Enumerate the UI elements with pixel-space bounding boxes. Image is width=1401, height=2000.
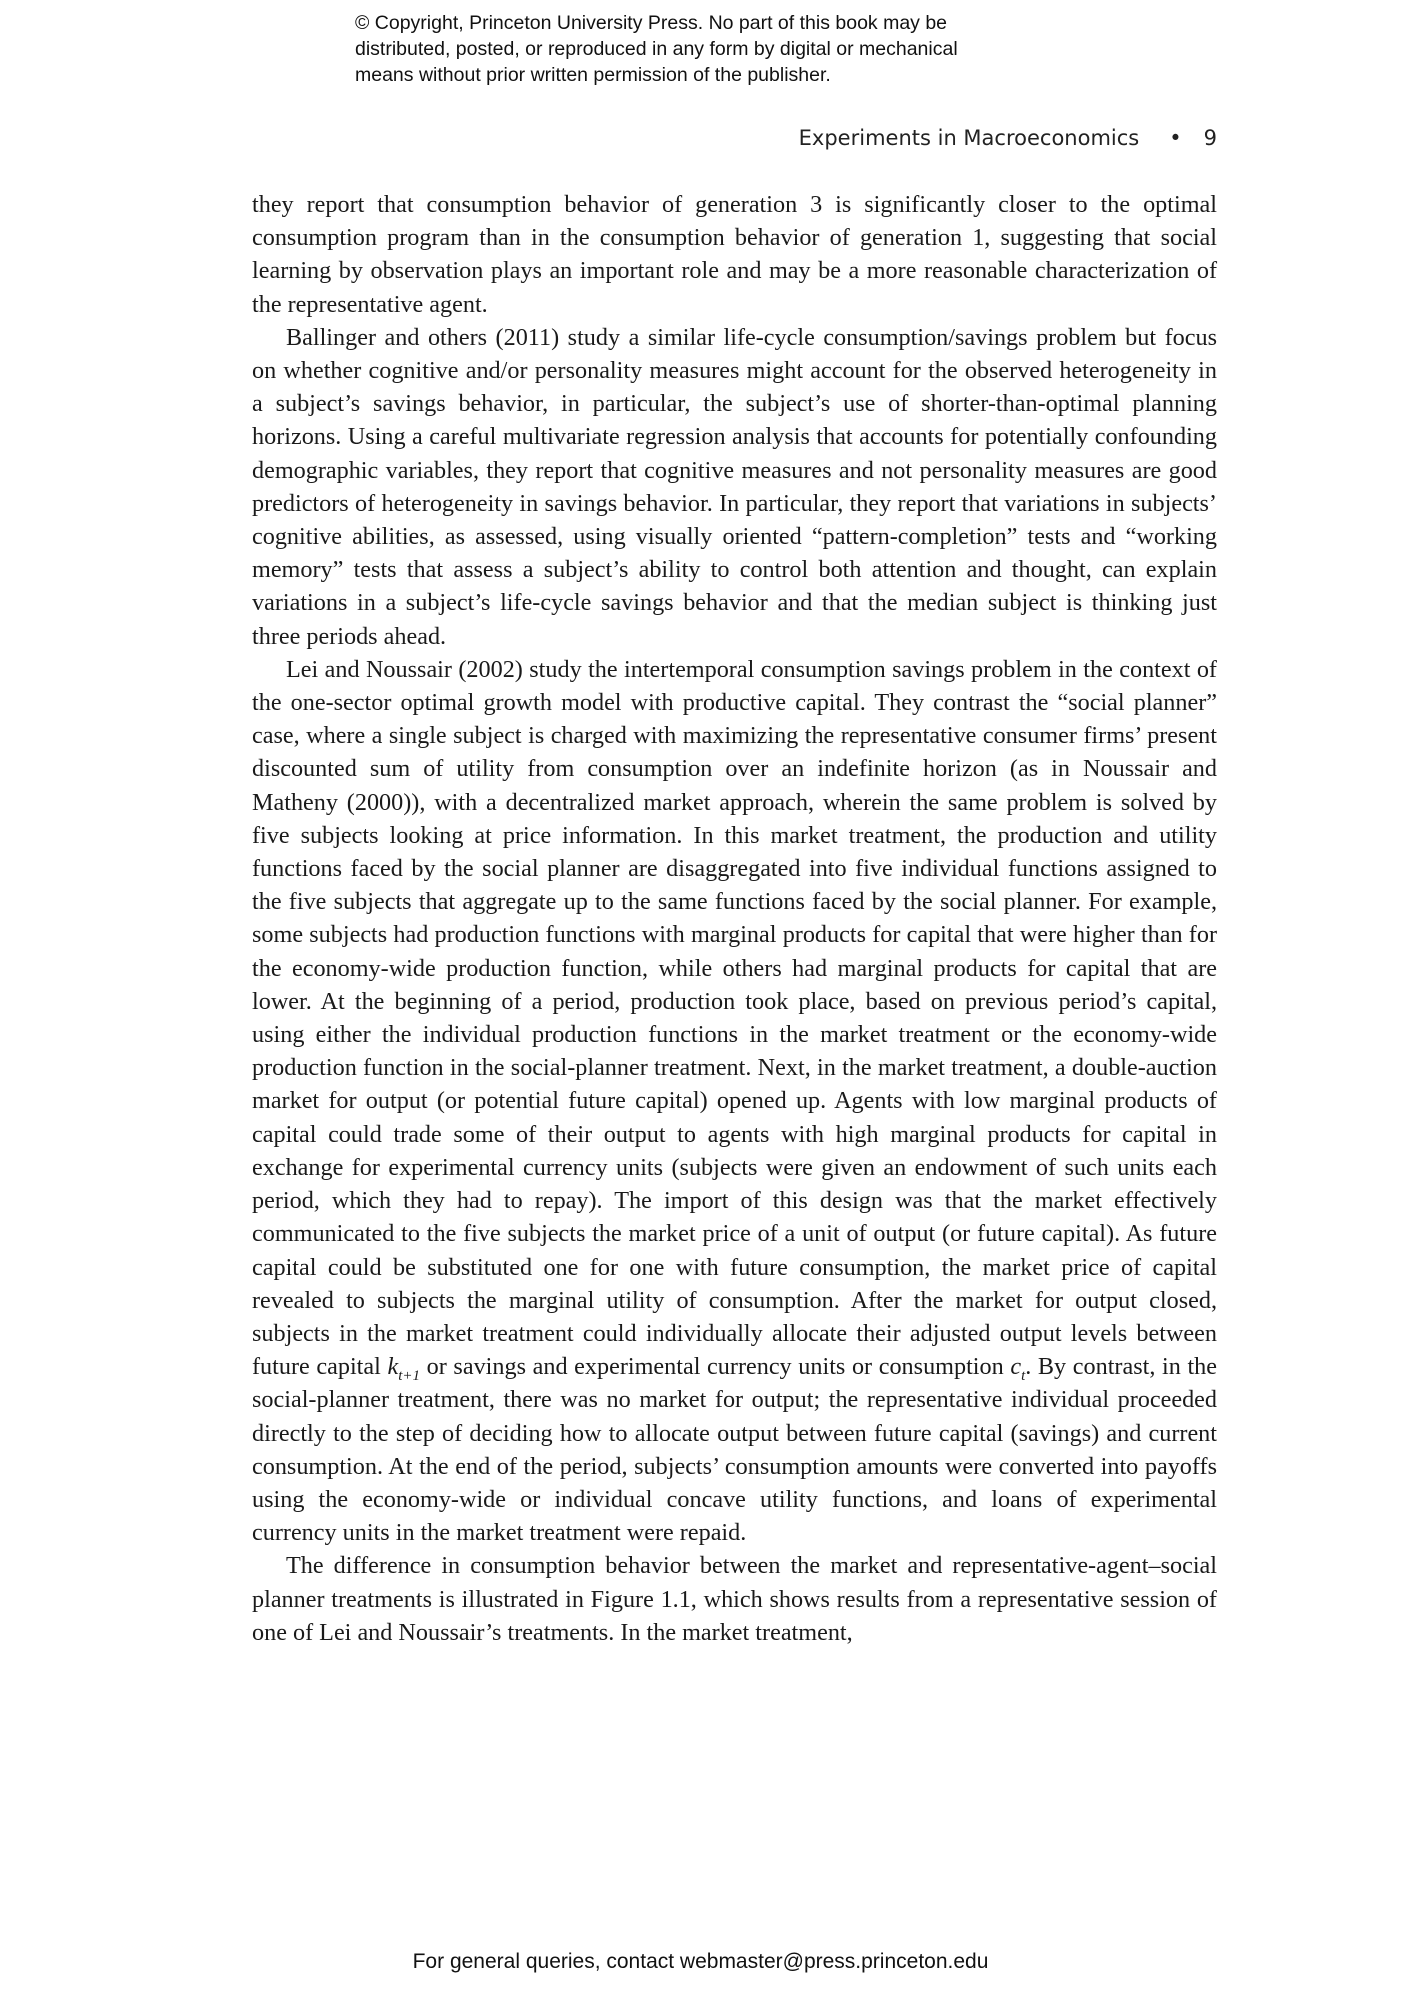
paragraph-3-text-a: Lei and Noussair (2002) study the intertemporal consumption savings problem in the context of the one-sector optimal growth model with productive capital. They contrast the “social planner” case, where a single subject is charged with maximizing the representative consumer firms’ present discounted sum of utility from consumption over an indefinite horizon (as in Noussair and Matheny (2000)), with a decentralized market approach, wherein the same problem is solved by five subjects looking at price information. In this market treatment, the production and utility functions faced by the social planner are disaggregated into five individual functions assigned to the five subjects that aggregate up to the same functions faced by the social planner. For example, some subjects had production functions with marginal products for capital that were higher than for the economy-wide production function, while others had marginal products for capital that are lower. At the beginning of a period, production took place, based on previous period’s capital, using either the individual production functions in the market treatment or the economy-wide production function in the social-planner treatment. Next, in the market treatment, a double-auction market for output (or potential future capital) opened up. Agents with low marginal products of capital could trade some of their output to agents with high marginal products for capital in exchange for experimental currency units (subjects were given an endowment of such units each period, which they had to repay). The import of this design was that the market effectively communicated to the five subjects the market price of a unit of output (or future capital). As future capital could be substituted one for one with future consumption, the market price of capital revealed to subjects the marginal utility of consumption. After the market for output closed, subjects in the market treatment could individually allocate their adjusted output levels between future capital [252,655,1217,1381]
paragraph-3-text-b: or savings and experimental currency units or consumption [420,1353,1011,1381]
footer-contact: For general queries, contact webmaster@press.princeton.edu [412,1950,989,1973]
paragraph-2: Ballinger and others (2011) study a similar life-cycle consumption/savings problem but focus on whether cognitive and/or personality measures might account for the observed heterogeneity in a subject’s savings behavior, in particular, the subject’s use of shorter-than-optimal planning horizons. Using a careful multivariate regression analysis that accounts for potentially confounding demographic variables, they report that cognitive measures and not personality measures are good predictors of heterogeneity in savings behavior. In particular, they report that variations in subjects’ cognitive abilities, as assessed, using visually oriented “pattern-completion” tests and “working memory” tests that assess a subject’s ability to control both attention and thought, can explain variations in a subject’s life-cycle savings behavior and that the median subject is thinking just three periods ahead. [252,323,1217,650]
running-head [252,126,1217,150]
math-k-subscript: t+1 [398,1367,421,1384]
copyright-notice [355,10,1115,88]
math-k-variable: k [387,1353,399,1381]
paragraph-3 [252,653,1217,1549]
paragraph-3-text-c: . By contrast, in the social-planner treatment, there was no market for output; the representative individual proceeded directly to the step of deciding how to allocate output between future capital (savings) and current consumption. At the end of the period, subjects’ consumption amounts were converted into payoffs using the economy-wide or individual concave utility functions, and loans of experimental currency units in the market treatment were repaid. [252,1353,1218,1547]
math-c-subscript: t [1021,1367,1026,1384]
copyright-line-3: means without prior written permission of the publisher. [355,64,831,86]
math-c-variable: c [1010,1353,1022,1381]
running-head-title: Experiments in Macroeconomics [798,126,1140,150]
paragraph-4: The difference in consumption behavior between the market and representative-agent–social planner treatments is illustrated in Figure 1.1, which shows results from a representative session of one of Lei and Noussair’s treatments. In the market treatment, [252,1552,1217,1646]
copyright-line-1: © Copyright, Princeton University Press. No part of this book may be [355,12,948,34]
body-text [252,188,1217,1649]
copyright-line-2: distributed, posted, or reproduced in any form by digital or mechanical [355,38,958,60]
paragraph-1: they report that consumption behavior of generation 3 is significantly closer to the optimal consumption program than in the consumption behavior of generation 1, suggesting that social learning by observation plays an important role and may be a more reasonable characterization of the representative agent. [252,191,1217,318]
running-head-separator: • [1169,126,1182,150]
page-number: 9 [1203,126,1217,150]
